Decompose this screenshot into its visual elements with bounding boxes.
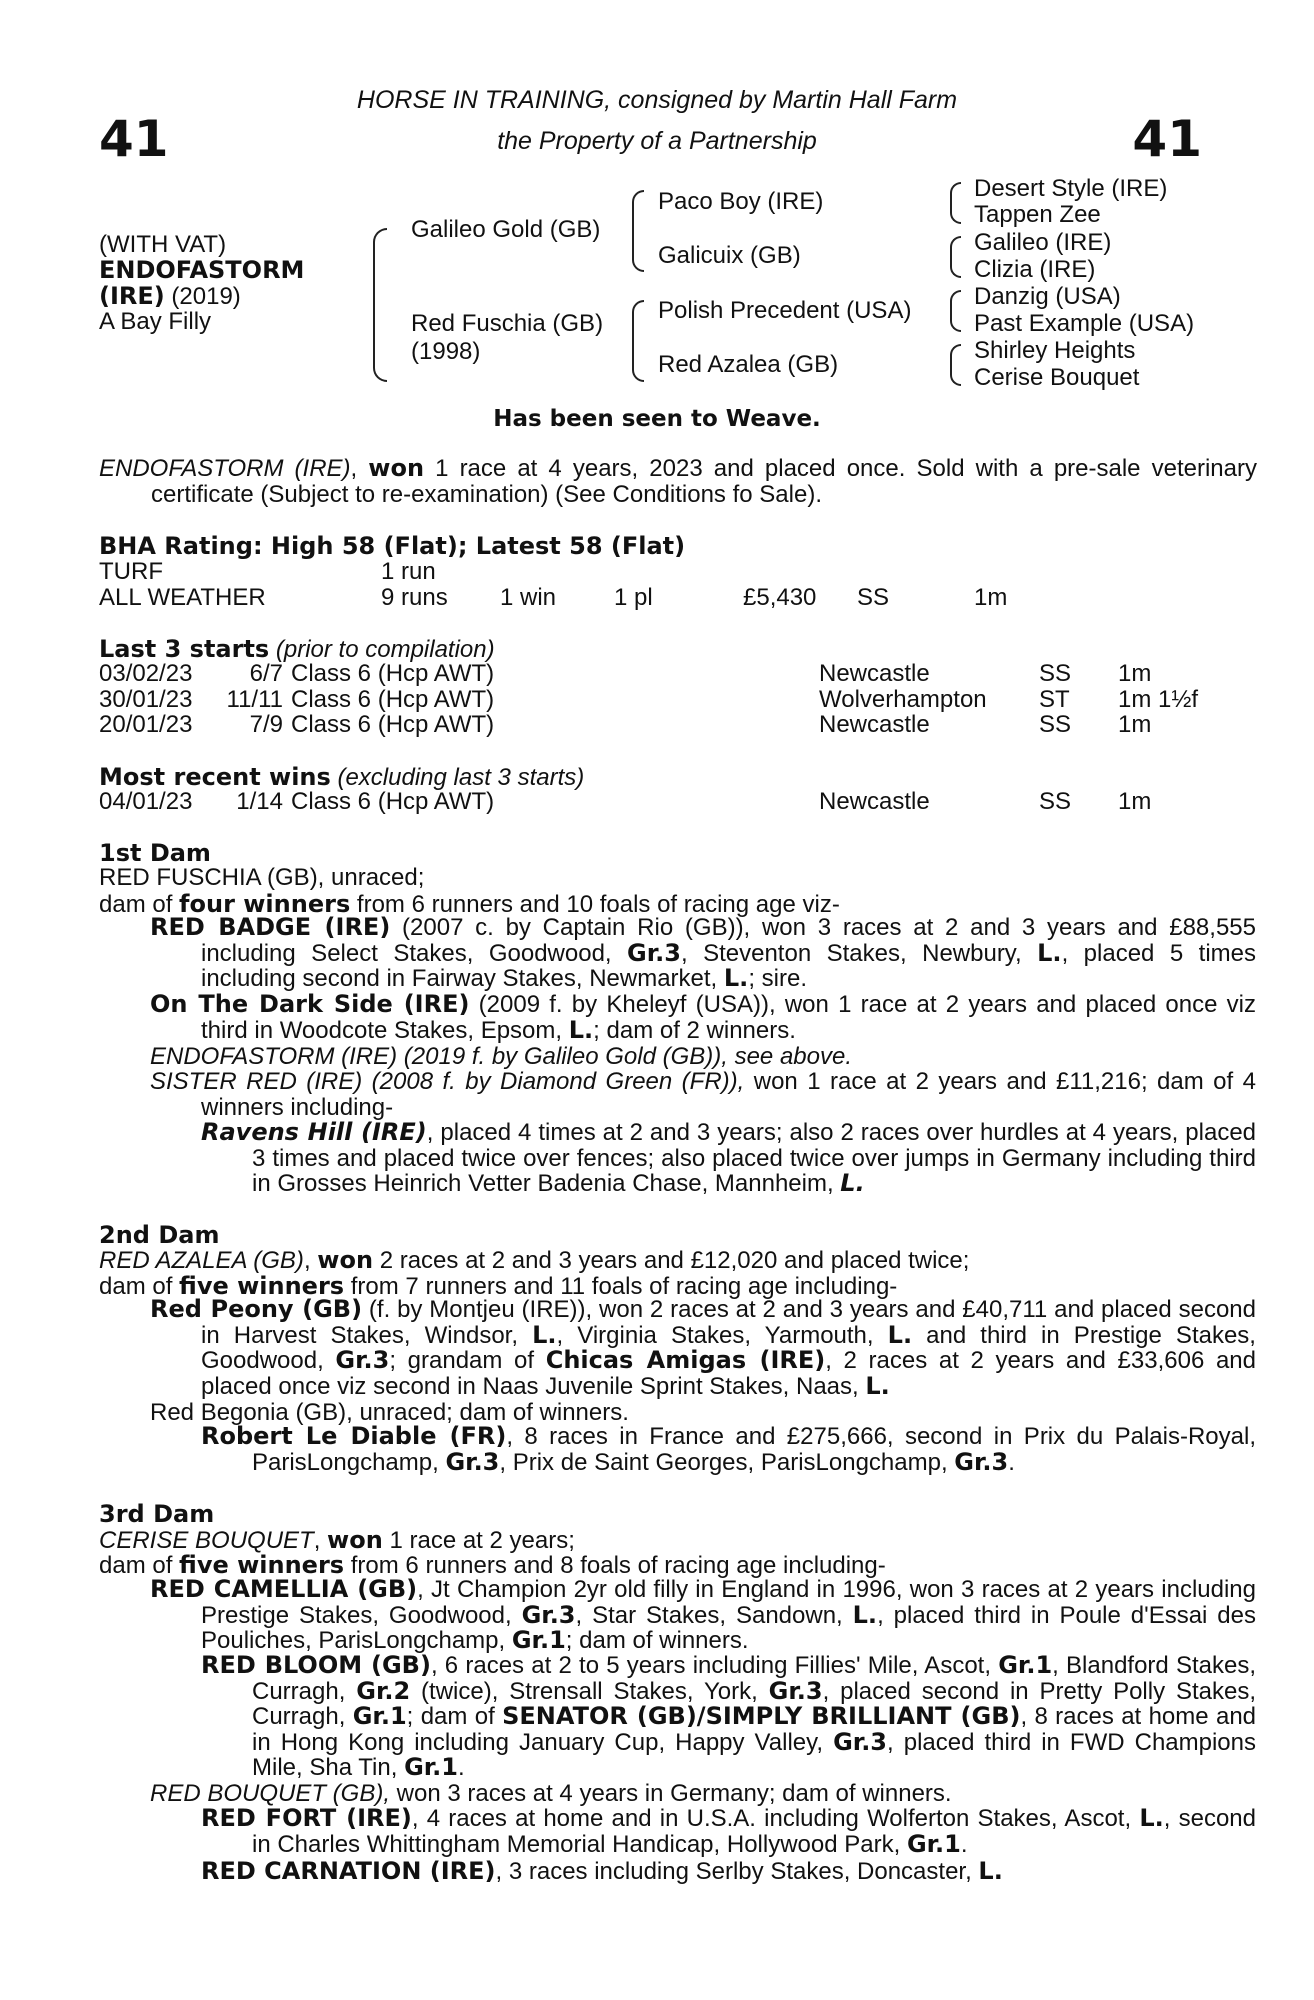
lot-number-right: 41 (1132, 110, 1202, 168)
pedigree-dam-year: (1998) (411, 338, 481, 365)
dam1-line2: dam of four winners from 6 runners and 10 foals of racing age viz- (99, 890, 840, 918)
race-class: Class 6 (Hcp AWT) (291, 685, 495, 713)
header-property: the Property of a Partnership (497, 127, 817, 155)
vat-label: (WITH VAT) (99, 231, 227, 258)
race-class: Class 6 (Hcp AWT) (291, 660, 495, 687)
dam1-line1: RED FUSCHIA (GB), unraced; (99, 864, 425, 891)
bha-rating-title: BHA Rating: High 58 (Flat); Latest 58 (Flat) (99, 532, 686, 560)
race-dist: 1m (1118, 788, 1152, 815)
pedigree-brace-main (373, 228, 387, 382)
header-consignor: HORSE IN TRAINING, consigned by Martin Hall Farm (356, 86, 958, 114)
race-surface: SS (1039, 660, 1072, 687)
race-pos: 7/9 (249, 711, 283, 738)
race-summary: ENDOFASTORM (IRE), won 1 race at 4 years, 2023 and placed once. Sold with a pre-sale veterinary certificate (Subject to re-examination) (See Conditions fo Sale). (99, 454, 1257, 508)
dam2-line2: dam of five winners from 7 runners and 11 foals of racing age including- (99, 1272, 898, 1300)
race-course: Newcastle (819, 711, 930, 738)
race-dist: 1m (1118, 711, 1152, 738)
sister-red-entry: SISTER RED (IRE) (2008 f. by Diamond Green (FR)), won 1 race at 2 years and £11,216; dam of 4 winners including- (150, 1068, 1256, 1121)
pedigree-brace-g3 (950, 290, 961, 332)
red-badge-entry: RED BADGE (IRE) (2007 c. by Captain Rio (GB)), won 3 races at 2 and 3 years and £88,555 including Select Stakes, Goodwood, Gr.3, Steventon Stakes, Newbury, L., placed 5 times including second in Fairway Stakes, Newmarket, L.; sire. (150, 913, 1256, 992)
dam2-line1: RED AZALEA (GB), won 2 races at 2 and 3 years and £12,020 and placed twice; (99, 1246, 970, 1274)
horse-name: ENDOFASTORM (99, 256, 305, 284)
aw-wins: 1 win (500, 584, 557, 611)
race-dist: 1m 1½f (1118, 685, 1199, 713)
race-surface: SS (1039, 788, 1072, 815)
horse-country: (IRE) (99, 282, 165, 310)
pedigree-g8: Cerise Bouquet (974, 364, 1140, 391)
pedigree-sire-sire: Paco Boy (IRE) (658, 188, 824, 215)
race-dist: 1m (1118, 660, 1152, 687)
race-pos: 6/7 (249, 660, 283, 687)
race-course: Wolverhampton (819, 685, 987, 713)
ravens-hill-entry: Ravens Hill (IRE), placed 4 times at 2 and 3 years; also 2 races over hurdles at 4 years, placed 3 times and placed twice over fences; also placed twice over jumps in Germany including third in Grosses Heinrich Vetter Badenia Chase, Mannheim, L. (201, 1118, 1257, 1197)
pedigree-dam-sire: Polish Precedent (USA) (658, 297, 912, 324)
on-the-dark-side-entry: On The Dark Side (IRE) (2009 f. by Kheleyf (USA)), won 1 race at 2 years and placed once viz third in Woodcote Stakes, Epsom, L.; dam of 2 winners. (150, 990, 1256, 1044)
pedigree-brace-g1 (950, 182, 961, 224)
red-bouquet-entry: RED BOUQUET (GB), won 3 races at 4 years in Germany; dam of winners. (150, 1780, 952, 1807)
pedigree-g6: Past Example (USA) (974, 310, 1195, 337)
aw-placed: 1 pl (614, 584, 653, 611)
race-pos: 1/14 (236, 788, 283, 815)
red-carnation-entry: RED CARNATION (IRE), 3 races including Serlby Stakes, Doncaster, L. (201, 1857, 1003, 1885)
dam2-title: 2nd Dam (99, 1221, 220, 1249)
horse-suffix-year (99, 282, 241, 311)
pedigree-g7: Shirley Heights (974, 337, 1136, 364)
race-date: 20/01/23 (99, 711, 193, 738)
weave-note: Has been seen to Weave. (493, 406, 821, 432)
race-course: Newcastle (819, 788, 930, 815)
pedigree-g2: Tappen Zee (974, 201, 1101, 228)
aw-label: ALL WEATHER (99, 584, 266, 611)
pedigree-g3: Galileo (IRE) (974, 229, 1112, 256)
race-course: Newcastle (819, 660, 930, 687)
pedigree-g5: Danzig (USA) (974, 283, 1121, 310)
pedigree-sire-dam: Galicuix (GB) (658, 242, 801, 269)
lot-number-left: 41 (99, 110, 169, 168)
pedigree-brace-g4 (950, 344, 961, 386)
pedigree-brace-dam (632, 300, 644, 382)
pedigree-g4: Clizia (IRE) (974, 256, 1096, 283)
aw-surface: SS (857, 584, 890, 611)
aw-prize: £5,430 (743, 584, 817, 611)
race-class: Class 6 (Hcp AWT) (291, 788, 495, 815)
dam3-title: 3rd Dam (99, 1500, 215, 1528)
race-date: 30/01/23 (99, 685, 193, 713)
dam3-line2: dam of five winners from 6 runners and 8 foals of racing age including- (99, 1551, 886, 1579)
race-surface: ST (1039, 685, 1070, 713)
aw-distance: 1m (974, 584, 1008, 611)
red-peony-entry: Red Peony (GB) (f. by Montjeu (IRE)), won 2 races at 2 and 3 years and £40,711 and placed second in Harvest Stakes, Windsor, L., Virginia Stakes, Yarmouth, L. and third in Prestige Stakes, Goodwood, Gr.3; grandam of Chicas Amigas (IRE), 2 races at 2 years and £33,606 and placed once viz second in Naas Juvenile Sprint Stakes, Naas, L. (150, 1295, 1256, 1400)
race-pos: 11/11 (226, 685, 283, 713)
endofastorm-entry: ENDOFASTORM (IRE) (2019 f. by Galileo Gold (GB)), see above. (150, 1043, 852, 1070)
pedigree-sire: Galileo Gold (GB) (411, 216, 601, 243)
red-camellia-entry: RED CAMELLIA (GB), Jt Champion 2yr old filly in England in 1996, won 3 races at 2 years including Prestige Stakes, Goodwood, Gr.3, Star Stakes, Sandown, L., placed third in Poule d'Essai des Pouliches, ParisLongchamp, Gr.1; dam of winners. (150, 1575, 1257, 1654)
red-fort-entry: RED FORT (IRE), 4 races at home and in U.S.A. including Wolferton Stakes, Ascot, L., second in Charles Whittingham Memorial Handicap, Hollywood Park, Gr.1. (201, 1804, 1256, 1858)
robert-le-diable-entry: Robert Le Diable (FR), 8 races in France and £275,666, second in Prix du Palais-Royal, ParisLongchamp, Gr.3, Prix de Saint Georges, ParisLongchamp, Gr.3. (201, 1422, 1256, 1476)
pedigree-brace-g2 (950, 236, 961, 278)
race-class: Class 6 (Hcp AWT) (291, 711, 495, 738)
red-bloom-entry: RED BLOOM (GB), 6 races at 2 to 5 years including Fillies' Mile, Ascot, Gr.1, Blandford Stakes, Curragh, Gr.2 (twice), Strensall Stakes, York, Gr.3, placed second in Pretty Polly Stakes, Curragh, Gr.1; dam of SENATOR (GB)/SIMPLY BRILLIANT (GB), 8 races at home and in Hong Kong including January Cup, Happy Valley, Gr.3, placed third in FWD Champions Mile, Sha Tin, Gr.1. (201, 1651, 1257, 1781)
aw-runs: 9 runs (381, 584, 448, 611)
turf-runs: 1 run (381, 558, 436, 585)
recent-wins-heading: Most recent wins (excluding last 3 starts) (99, 763, 585, 791)
race-date: 04/01/23 (99, 788, 193, 815)
race-date: 03/02/23 (99, 660, 193, 687)
race-surface: SS (1039, 711, 1072, 738)
pedigree-dam-dam: Red Azalea (GB) (658, 351, 839, 378)
pedigree-brace-sire (632, 190, 644, 272)
last3-heading: Last 3 starts (prior to compilation) (99, 635, 495, 663)
turf-label: TURF (99, 558, 163, 585)
horse-year: (2019) (164, 283, 241, 310)
dam1-title: 1st Dam (99, 839, 211, 867)
pedigree-g1: Desert Style (IRE) (974, 175, 1168, 202)
red-begonia-entry: Red Begonia (GB), unraced; dam of winners. (150, 1399, 629, 1426)
pedigree-dam: Red Fuschia (GB) (411, 310, 604, 337)
dam3-line1: CERISE BOUQUET, won 1 race at 2 years; (99, 1526, 575, 1554)
horse-description: A Bay Filly (99, 308, 212, 335)
